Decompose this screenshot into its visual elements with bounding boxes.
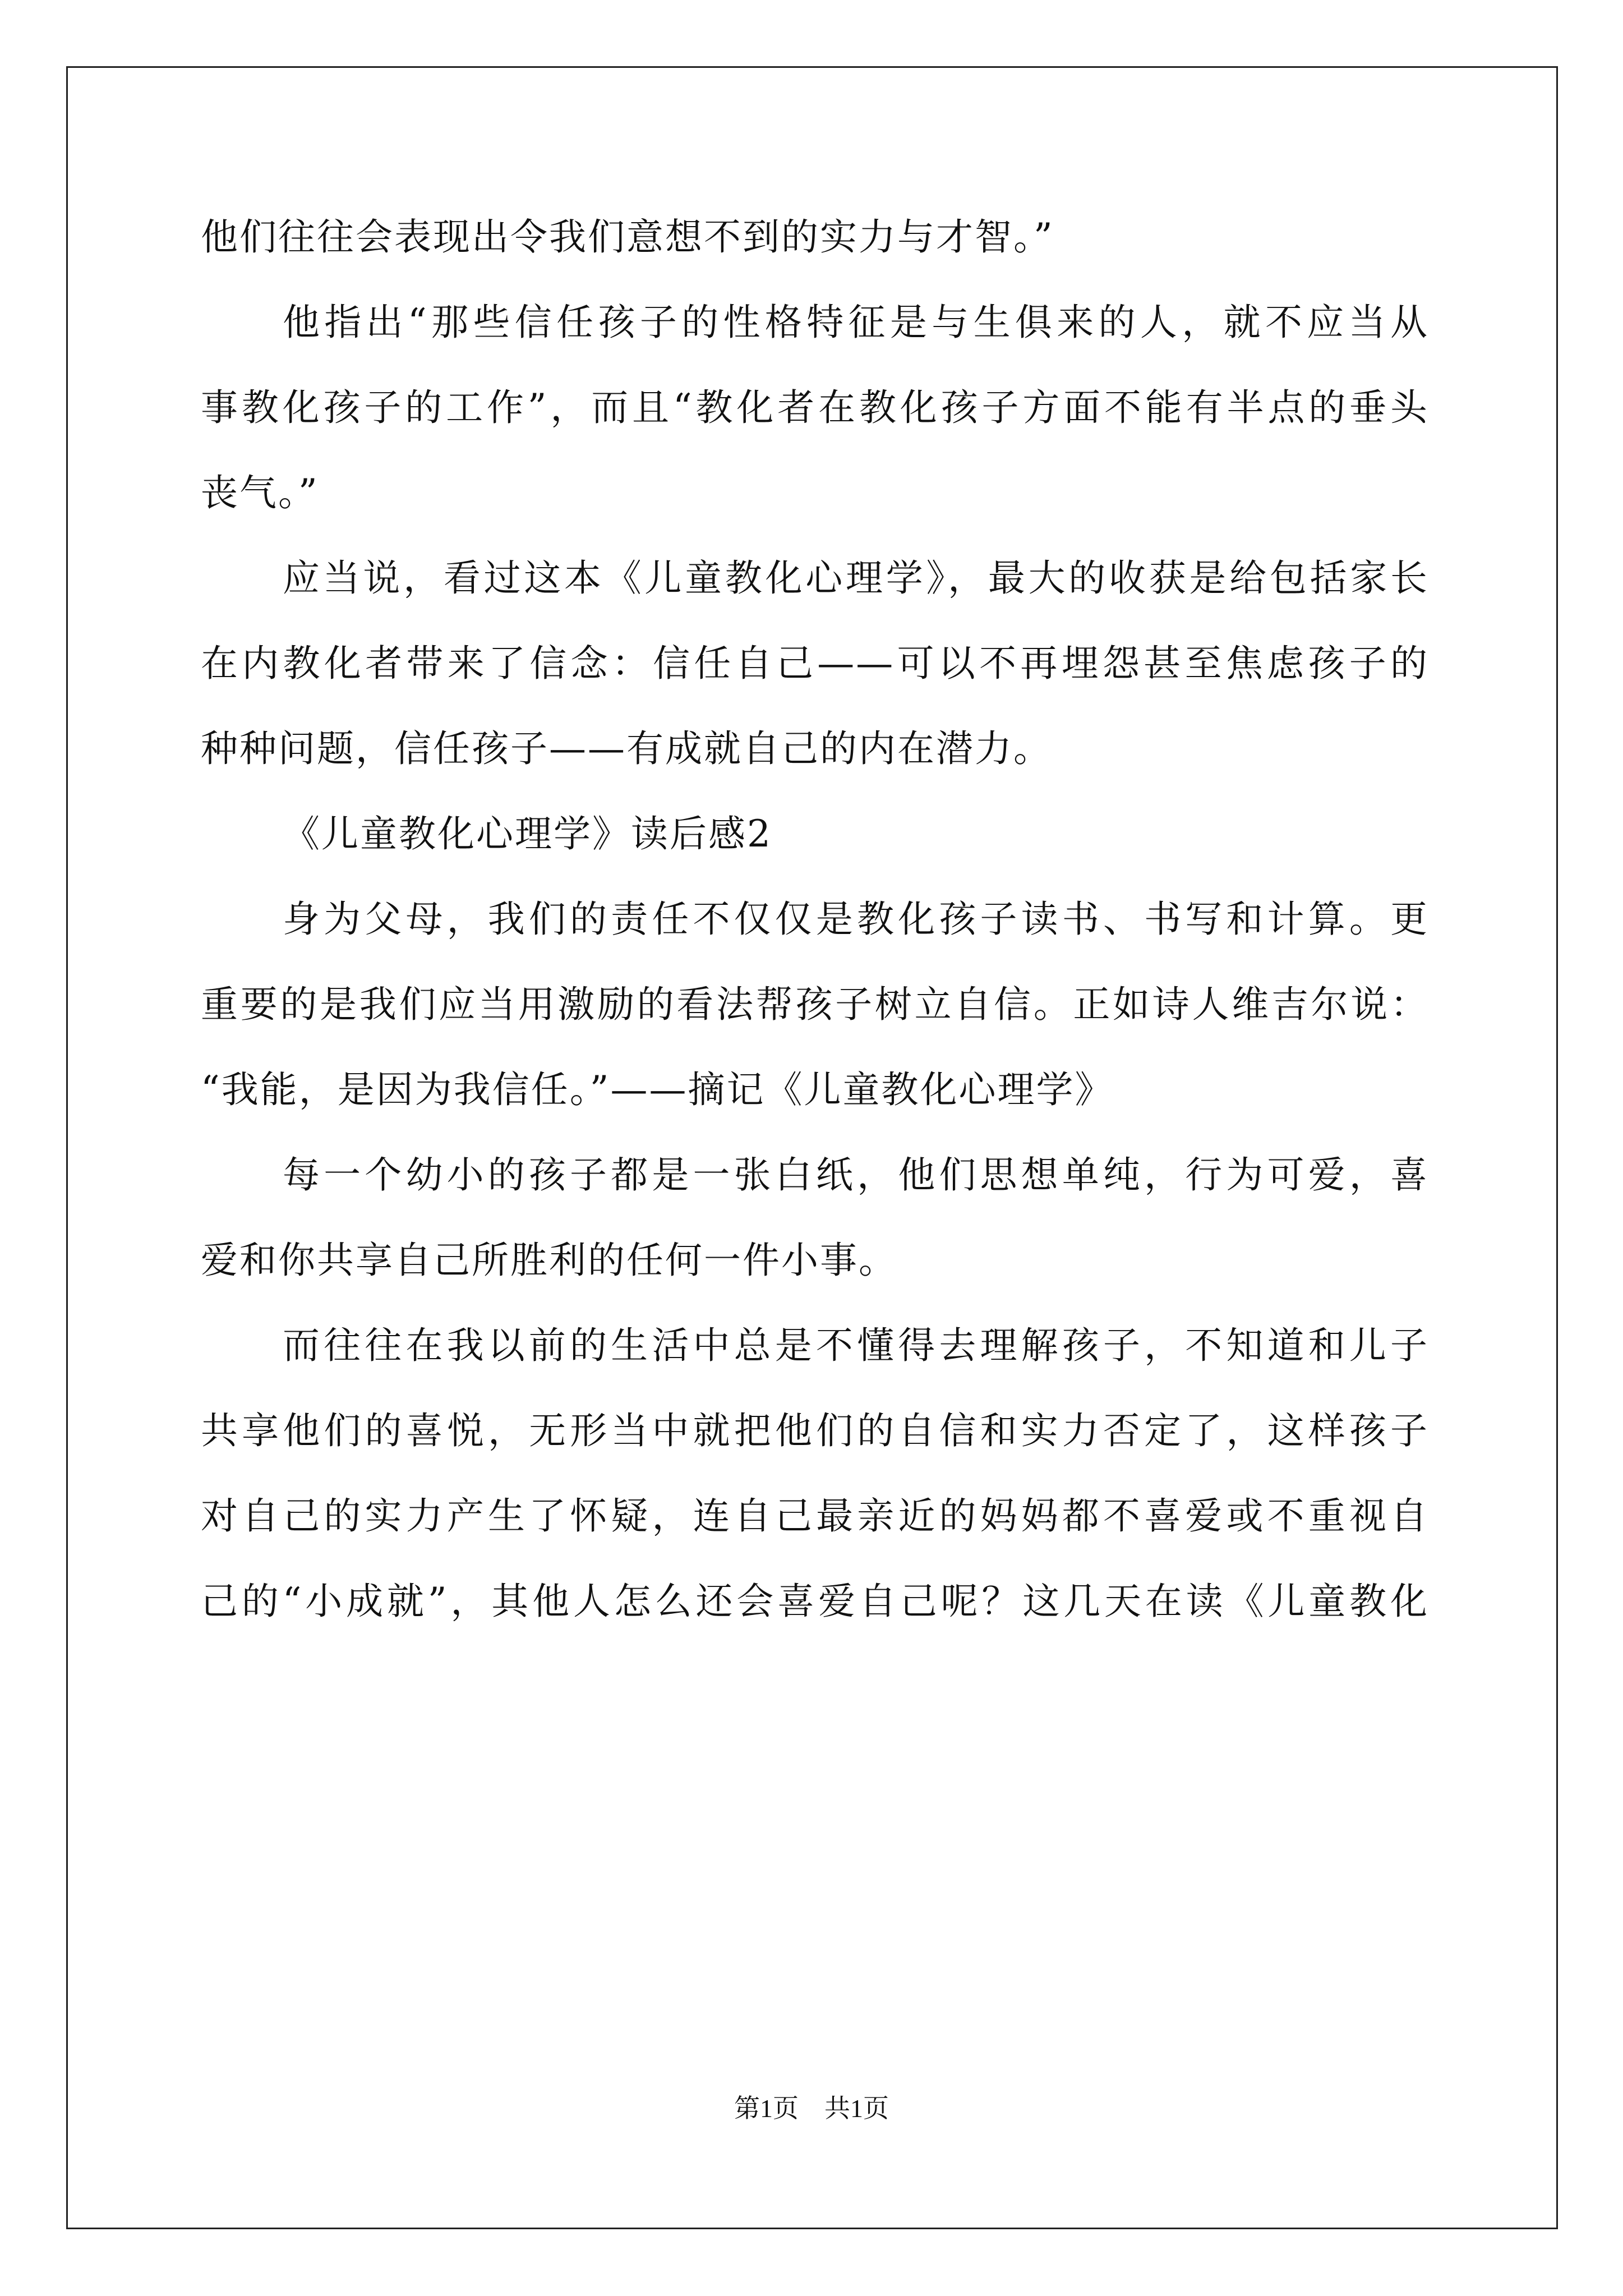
text-line: 重要的是我们应当用激励的看法帮孩子树立自信。正如诗人维吉尔说： [201,983,1429,1026]
text-line: 事教化孩子的工作”，而且“教化者在教化孩子方面不能有半点的垂头 [201,386,1429,429]
text-line: “我能，是因为我信任。”——摘记《儿童教化心理学》 [201,1068,1114,1111]
text-line: 共享他们的喜悦，无形当中就把他们的自信和实力否定了，这样孩子 [201,1409,1429,1452]
text-line: 他们往往会表现出令我们意想不到的实力与才智。” [201,215,1054,259]
text-line: 己的“小成就”，其他人怎么还会喜爱自己呢？这几天在读《儿童教化 [201,1580,1429,1623]
text-line: 应当说，看过这本《儿童教化心理学》，最大的收获是给包括家长 [283,556,1429,600]
section-heading: 《儿童教化心理学》读后感2 [283,812,772,855]
text-line: 身为父母，我们的责任不仅仅是教化孩子读书、书写和计算。更 [283,898,1429,941]
text-line: 而往往在我以前的生活中总是不懂得去理解孩子，不知道和儿子 [283,1324,1429,1367]
text-line: 种种问题，信任孩子——有成就自己的内在潜力。 [201,727,1052,770]
text-line: 丧气。” [201,471,319,514]
text-line: 对自己的实力产生了怀疑，连自己最亲近的妈妈都不喜爱或不重视自 [201,1494,1429,1538]
text-line: 他指出“那些信任孩子的性格特征是与生俱来的人，就不应当从 [283,301,1429,344]
text-line: 爱和你共享自己所胜利的任何一件小事。 [201,1239,897,1282]
text-line: 在内教化者带来了信念：信任自己——可以不再埋怨甚至焦虑孩子的 [201,642,1429,685]
text-line: 每一个幼小的孩子都是一张白纸，他们思想单纯，行为可爱，喜 [283,1153,1429,1197]
document-body [201,208,1429,1657]
page-number-footer: 第1页 共1页 [734,2094,889,2123]
